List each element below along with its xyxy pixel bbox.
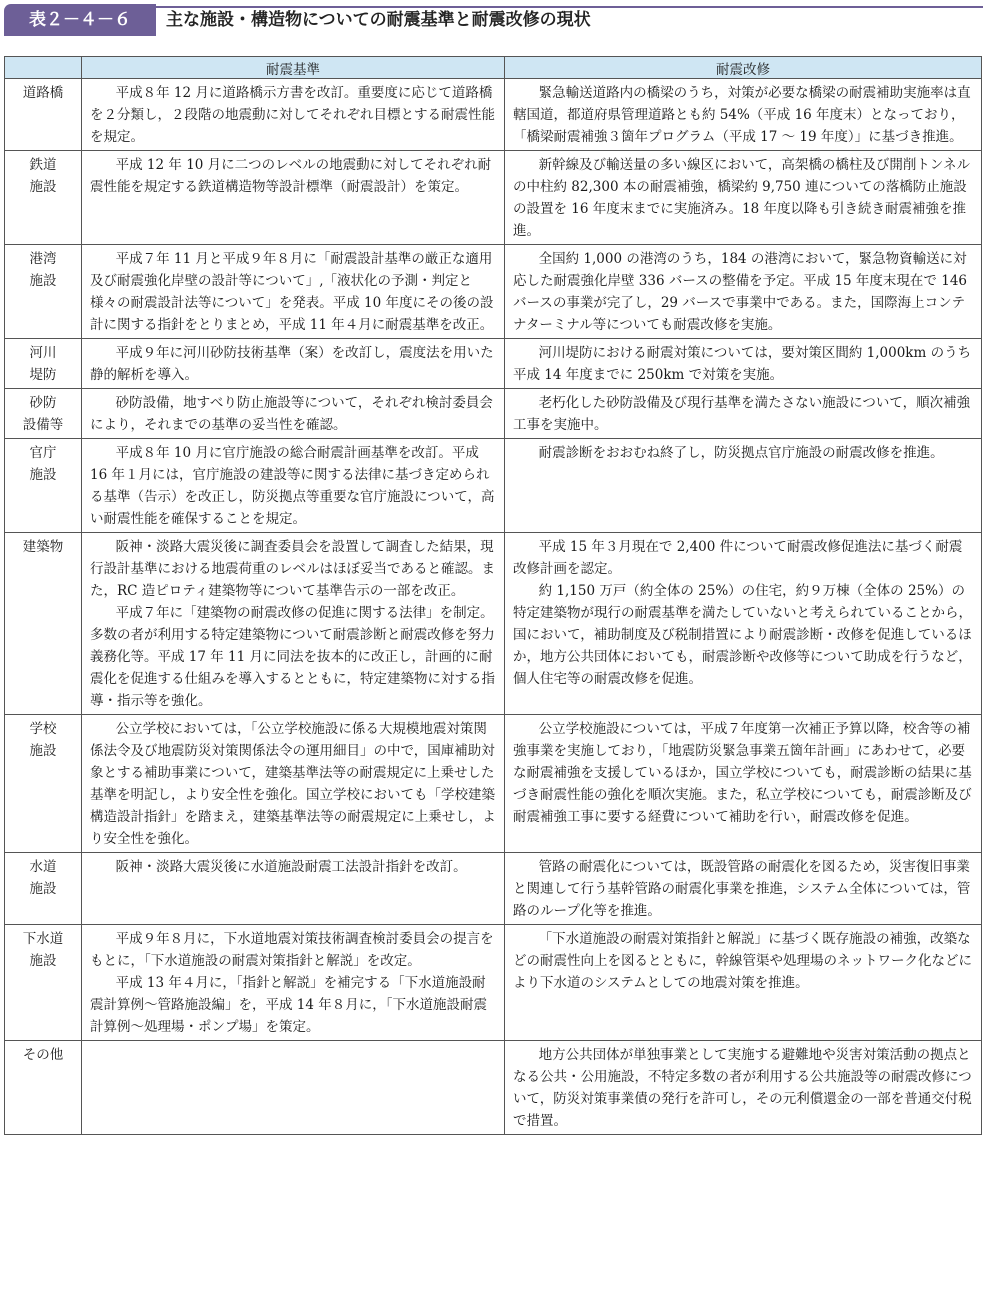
retrofit-cell (505, 715, 982, 853)
row-category-label: 堤防 (29, 367, 57, 383)
column-header-retrofit: 耐震改修 (505, 57, 982, 79)
standard-paragraph: 平成８年 12 月に道路橋示方書を改訂。重要度に応じて道路橋を２分類し，２段階の地震動に対してそれぞれ目標とする耐震性能を規定。 (90, 85, 495, 145)
row-category-label: 施設 (29, 881, 57, 897)
row-category-label: 下水道 (22, 931, 64, 947)
table-row (5, 151, 982, 245)
row-category-label: 設備等 (22, 417, 64, 433)
retrofit-cell (505, 533, 982, 715)
retrofit-paragraph: 河川堤防における耐震対策については，要対策区間約 1,000km のうち平成 14 年度までに 250km で対策を実施。 (513, 345, 972, 383)
retrofit-paragraph: 耐震診断をおおむね終了し，防災拠点官庁施設の耐震改修を推進。 (538, 445, 944, 461)
standard-cell (82, 339, 505, 389)
table-row (5, 245, 982, 339)
row-category-cell (5, 79, 82, 151)
table-row (5, 439, 982, 533)
retrofit-paragraph: 平成 15 年３月現在で 2,400 件について耐震改修促進法に基づく耐震改修計画を認定。 (513, 539, 963, 577)
row-category-cell (5, 389, 82, 439)
column-header-standard: 耐震基準 (82, 57, 505, 79)
standard-cell (82, 439, 505, 533)
standard-paragraph: 平成 12 年 10 月に二つのレベルの地震動に対してそれぞれ耐震性能を規定する鉄道構造物等設計標準（耐震設計）を策定。 (90, 157, 492, 195)
standard-paragraph: 砂防設備，地すべり防止施設等について，それぞれ検討委員会により，それまでの基準の妥当性を確認。 (90, 395, 493, 433)
standard-cell (82, 79, 505, 151)
table-title: 主な施設・構造物についての耐震基準と耐震改修の現状 (166, 10, 591, 30)
row-category-cell (5, 853, 82, 925)
retrofit-cell (505, 389, 982, 439)
standard-paragraph: 平成８年 10 月に官庁施設の総合耐震計画基準を改訂。平成 16 年１月には，官庁施設の建設等に関する法律に基づき定められる基準（告示）を改正し，防災拠点等重要な官庁施設について，高い耐震性能を確保することを規定。 (90, 445, 495, 527)
retrofit-cell (505, 245, 982, 339)
retrofit-cell (505, 79, 982, 151)
row-category-label: その他 (22, 1047, 64, 1063)
seismic-standards-table (4, 56, 982, 1135)
standard-paragraph: 平成７年に「建築物の耐震改修の促進に関する法律」を制定。多数の者が利用する特定建築物について耐震診断と耐震改修を努力義務化等。平成 17 年 11 月に同法を抜本的に改正し，計画的に耐震化を促進する仕組みを導入するとともに，特定建築物に対する指導・指示等を強化。 (90, 605, 495, 709)
row-category-label: 道路橋 (22, 85, 64, 101)
retrofit-paragraph: 管路の耐震化については，既設管路の耐震化を図るため，災害復旧事業と関連して行う基幹管路の耐震化事業を推進，システム全体については，管路のループ化等を推進。 (513, 859, 971, 919)
standard-cell (82, 245, 505, 339)
column-header-category (5, 57, 82, 79)
row-category-cell (5, 715, 82, 853)
row-category-label: 施設 (29, 467, 57, 483)
retrofit-paragraph: 老朽化した砂防設備及び現行基準を満たさない施設について，順次補強工事を実施中。 (513, 395, 971, 433)
row-category-label: 河川 (29, 345, 57, 361)
standard-cell (82, 533, 505, 715)
row-category-label: 水道 (29, 859, 57, 875)
table-row (5, 533, 982, 715)
standard-paragraph: 阪神・淡路大震災後に調査委員会を設置して調査した結果，現行設計基準における地震荷重のレベルはほぼ妥当であると確認。また，RC 造ピロティ建築物等について基準告示の一部を改正。 (90, 539, 495, 599)
row-category-cell (5, 151, 82, 245)
retrofit-cell (505, 339, 982, 389)
row-category-label: 官庁 (29, 445, 57, 461)
retrofit-cell (505, 1041, 982, 1135)
table-number-badge: 表２－４－６ (4, 4, 156, 36)
row-category-cell (5, 339, 82, 389)
row-category-label: 学校 (29, 721, 57, 737)
table-caption-header (4, 4, 983, 36)
standard-paragraph: 公立学校においては，「公立学校施設に係る大規模地震対策関係法令及び地震防災対策関係法令の運用細目」の中で，国庫補助対象とする補助事業について，建築基準法等の耐震規定に上乗せした基準を明記し，より安全性を強化。国立学校においても「学校建築構造設計指針」を踏まえ，建築基準法等の耐震規定に上乗せし，より安全性を強化。 (90, 721, 496, 847)
row-category-cell (5, 1041, 82, 1135)
retrofit-paragraph: 全国約 1,000 の港湾のうち，184 の港湾において，緊急物資輸送に対応した耐震強化岸壁 336 バースの整備を予定。平成 15 年度末現在で 146 バースの事業が完了し，29 バースで事業中である。また，国際海上コンテナターミナル等についても耐震改修を実施。 (513, 251, 967, 333)
row-category-label: 施設 (29, 273, 57, 289)
row-category-cell (5, 439, 82, 533)
row-category-cell (5, 533, 82, 715)
standard-cell (82, 715, 505, 853)
retrofit-cell (505, 151, 982, 245)
standard-cell (82, 389, 505, 439)
table-row (5, 389, 982, 439)
row-category-label: 施設 (29, 743, 57, 759)
retrofit-paragraph: 「下水道施設の耐震対策指針と解説」に基づく既存施設の補強，改築などの耐震性向上を図るとともに，幹線管渠や処理場のネットワーク化などにより下水道のシステムとしての地震対策を推進。 (513, 931, 972, 991)
standard-paragraph: 平成 13 年４月に，「指針と解説」を補完する「下水道施設耐震計算例～管路施設編」を，平成 14 年８月に，「下水道施設耐震計算例～処理場・ポンプ場」を策定。 (90, 975, 488, 1035)
table-row (5, 715, 982, 853)
row-category-cell (5, 245, 82, 339)
standard-cell (82, 925, 505, 1041)
table-row (5, 925, 982, 1041)
row-category-label: 施設 (29, 179, 57, 195)
table-row (5, 339, 982, 389)
table-row (5, 853, 982, 925)
retrofit-paragraph: 約 1,150 万戸（約全体の 25%）の住宅，約９万棟（全体の 25%）の特定建築物が現行の耐震基準を満たしていないと考えられていることから，国において，補助制度及び税制措置により耐震診断・改修を促進しているほか，地方公共団体においても，耐震診断や改修等について助成を行うなど，個人住宅等の耐震改修を促進。 (513, 583, 972, 687)
row-category-label: 港湾 (29, 251, 57, 267)
table-row (5, 79, 982, 151)
row-category-label: 施設 (29, 953, 57, 969)
row-category-cell (5, 925, 82, 1041)
table-header-row (5, 57, 982, 79)
retrofit-paragraph: 地方公共団体が単独事業として実施する避難地や災害対策活動の拠点となる公共・公用施設，不特定多数の者が利用する公共施設等の耐震改修について，防災対策事業債の発行を許可し，その元利償還金の一部を普通交付税で措置。 (513, 1047, 972, 1129)
retrofit-paragraph: 新幹線及び輸送量の多い線区において，高架橋の橋柱及び開削トンネルの中柱約 82,300 本の耐震補強，橋梁約 9,750 連についての落橋防止施設の設置を 16 年度末までに実施済み。18 年度以降も引き続き耐震補強を推進。 (513, 157, 970, 239)
retrofit-cell (505, 853, 982, 925)
retrofit-paragraph: 公立学校施設については，平成７年度第一次補正予算以降，校舎等の補強事業を実施しており，「地震防災緊急事業五箇年計画」にあわせて，必要な耐震補強を支援しているほか，国立学校についても，耐震診断の結果に基づき耐震性能の強化を順次実施。また，私立学校についても，耐震診断及び耐震補強工事に要する経費について補助を行い，耐震改修を促進。 (513, 721, 972, 825)
standard-paragraph: 阪神・淡路大震災後に水道施設耐震工法設計指針を改訂。 (115, 859, 467, 875)
table-row (5, 1041, 982, 1135)
standard-paragraph: 平成７年 11 月と平成９年８月に「耐震設計基準の厳正な適用及び耐震強化岸壁の設計等について」,「液状化の予測・判定と様々の耐震設計法等について」を発表。平成 10 年度にその後の設計に関する指針をとりまとめ，平成 11 年４月に耐震基準を改正。 (90, 251, 494, 333)
row-category-label: 鉄道 (29, 157, 57, 173)
standard-cell (82, 151, 505, 245)
standard-cell (82, 853, 505, 925)
row-category-label: 建築物 (22, 539, 64, 555)
standard-paragraph: 平成９年８月に，下水道地震対策技術調査検討委員会の提言をもとに，「下水道施設の耐震対策指針と解説」を改定。 (90, 931, 494, 969)
retrofit-paragraph: 緊急輸送道路内の橋梁のうち，対策が必要な橋梁の耐震補助実施率は直轄国道，都道府県管理道路とも約 54%（平成 16 年度末）となっており，「橋梁耐震補強３箇年プログラム（平成 17 ～ 19 年度）」に基づき推進。 (513, 85, 971, 145)
standard-paragraph: 平成９年に河川砂防技術基準（案）を改訂し，震度法を用いた静的解析を導入。 (90, 345, 494, 383)
retrofit-cell (505, 439, 982, 533)
standard-cell (82, 1041, 505, 1135)
retrofit-cell (505, 925, 982, 1041)
row-category-label: 砂防 (29, 395, 57, 411)
